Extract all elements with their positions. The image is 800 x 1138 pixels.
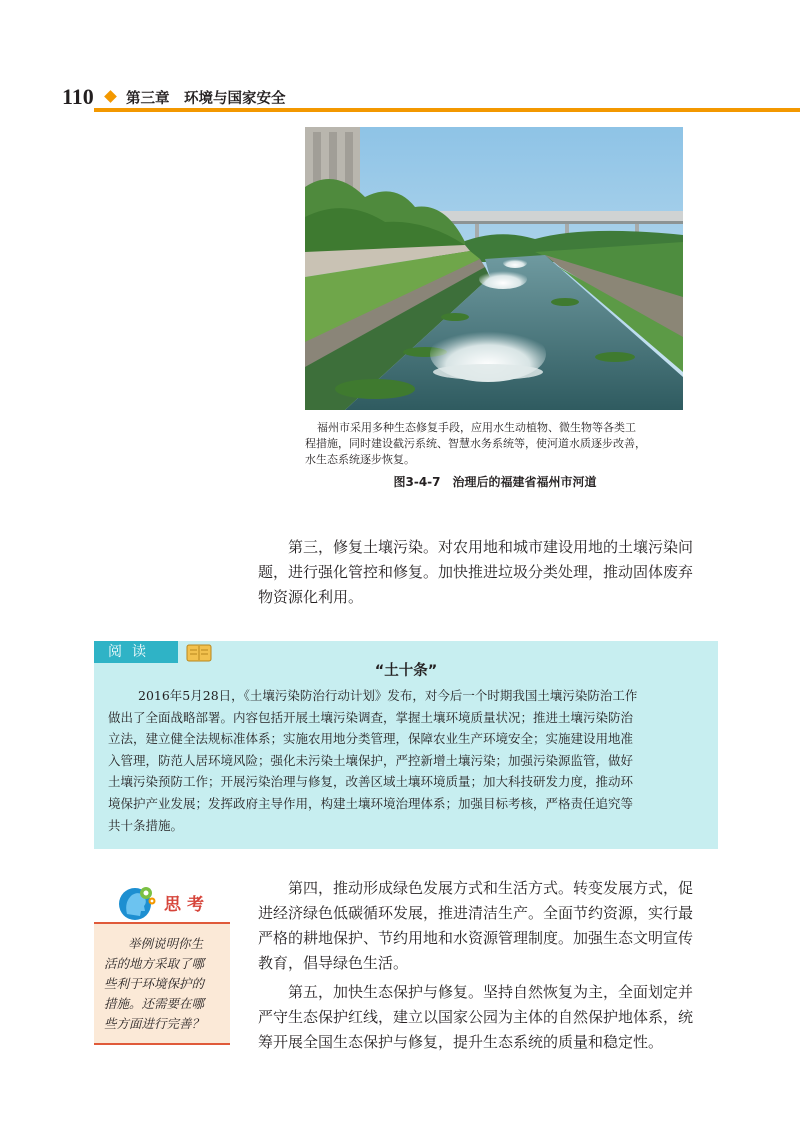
text-line: 做出了全面战略部署。内容包括开展土壤污染调查，掌握土壤环境质量状况；推进土壤污染防治	[108, 709, 634, 725]
reading-body	[108, 685, 708, 836]
diamond-bullet-icon	[104, 90, 117, 103]
text-line: 严守生态保护红线，建立以国家公园为主体的自然保护地体系，统	[258, 1008, 694, 1026]
text-line: 教育，倡导绿色生活。	[258, 954, 409, 972]
text-line: 物资源化利用。	[258, 588, 364, 606]
think-rule-bottom	[94, 1043, 230, 1045]
text-line: 第三，修复土壤污染。对农用地和城市建设用地的土壤污染问	[288, 538, 694, 556]
text-line: 进经济绿色低碳循环发展，推进清洁生产。全面节约资源，实行最	[258, 904, 694, 922]
reading-title: “土十条”	[374, 663, 438, 679]
text-line: 境保护产业发展；发挥政府主导作用，构建土壤环境治理体系；加强目标考核，严格责任追究等	[108, 795, 634, 811]
page-number: 110	[62, 84, 94, 109]
caption-line: 程措施，同时建设截污系统、智慧水务系统等，使河道水质逐步改善，	[305, 437, 646, 450]
text-line: 立法，建立健全法规标准体系；实施农用地分类管理，保障农业生产环境安全；实施建设用地准	[108, 731, 634, 747]
text-line: 第四，推动形成绿色发展方式和生活方式。转变发展方式，促	[288, 879, 694, 897]
text-line: 些方面进行完善？	[104, 1016, 205, 1031]
text-line: 措施。还需要在哪	[104, 996, 205, 1011]
think-question	[104, 934, 226, 1034]
paragraph-soil	[258, 535, 728, 610]
text-line: 严格的耕地保护、节约用地和水资源管理制度。加强生态文明宣传	[258, 929, 694, 947]
reading-label: 阅读	[94, 641, 178, 663]
header-rule	[94, 108, 800, 112]
text-line: 筹开展全国生态保护与修复，提升生态系统的质量和稳定性。	[258, 1033, 664, 1051]
figure-title: 图3-4-7 治理后的福建省福州市河道	[393, 475, 597, 489]
reading-box	[94, 641, 718, 849]
text-line: 第五，加快生态保护与修复。坚持自然恢复为主，全面划定并	[288, 983, 694, 1001]
think-label: 思考	[164, 895, 210, 915]
paragraph-ecological-protection	[258, 980, 728, 1055]
page-header	[0, 80, 800, 112]
text-line: 2016年5月28日，《土壤污染防治行动计划》发布，对今后一个时期我国土壤污染防治工作	[138, 688, 638, 703]
text-line: 土壤污染预防工作；开展污染治理与修复，改善区域土壤环境质量；加大科技研发力度，推动环	[108, 774, 634, 790]
text-line: 活的地方采取了哪	[104, 956, 205, 971]
text-line: 题，进行强化管控和修复。加快推进垃圾分类处理，推动固体废弃	[258, 563, 694, 581]
paragraph-green-development	[258, 876, 728, 976]
caption-line: 福州市采用多种生态修复手段，应用水生动植物、微生物等各类工	[317, 421, 636, 434]
text-line: 些利于环境保护的	[104, 976, 205, 991]
text-line: 入管理，防范人居环境风险；强化未污染土壤保护，严控新增土壤污染；加强污染源监管，做好	[108, 752, 634, 768]
text-line: 举例说明你生	[128, 936, 204, 951]
text-line: 共十条措施。	[108, 817, 184, 833]
figure-caption	[305, 420, 685, 468]
river-photo	[305, 127, 683, 410]
chapter-title: 第三章 环境与国家安全	[126, 91, 286, 107]
caption-line: 水生态系统逐步恢复。	[305, 453, 415, 466]
thinking-head-icon	[118, 884, 156, 922]
